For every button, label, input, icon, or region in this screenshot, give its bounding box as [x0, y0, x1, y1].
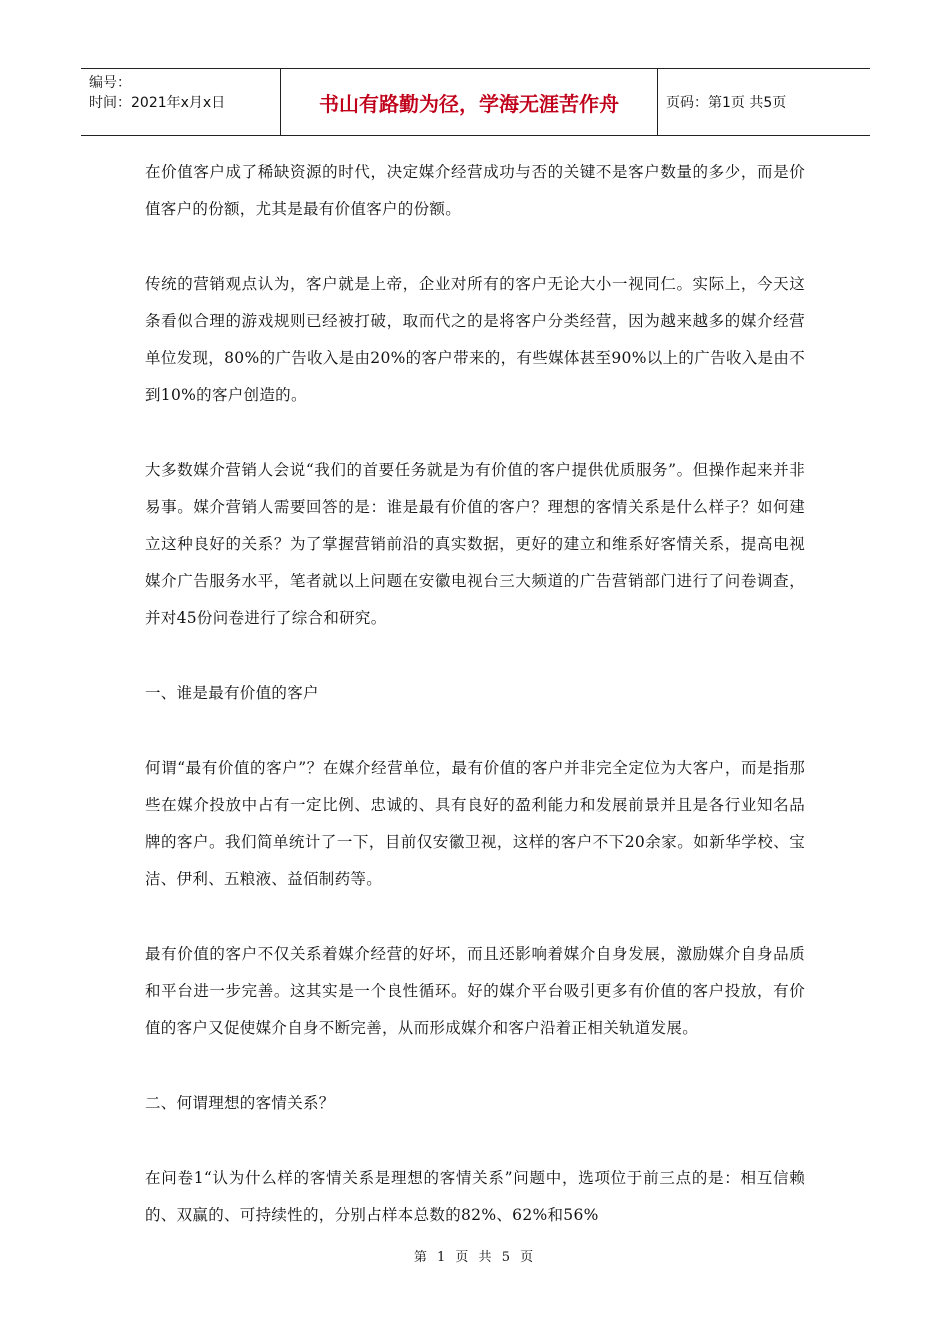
document-body: [145, 154, 805, 1272]
paragraph: 何谓“最有价值的客户”？在媒介经营单位，最有价值的客户并非完全定位为大客户，而是指那些在媒介投放中占有一定比例、忠诚的、具有良好的盈利能力和发展前景并且是各行业知名品牌的客户。我们简单统计了一下，目前仅安徽卫视，这样的客户不下20余家。如新华学校、宝洁、伊利、五粮液、益佰制药等。: [145, 759, 805, 888]
page-header: [81, 68, 870, 136]
document-number-label: 编号：: [89, 75, 131, 91]
paragraph: 在问卷1“认为什么样的客情关系是理想的客情关系”问题中，选项位于前三点的是：相互信赖的、双赢的、可持续性的，分别占样本总数的82%、62%和56%: [145, 1169, 805, 1224]
header-page-number: 页码：第1页 共5页: [666, 95, 787, 111]
header-meta: [81, 69, 281, 135]
paragraph: 最有价值的客户不仅关系着媒介经营的好坏，而且还影响着媒介自身发展，激励媒介自身品质和平台进一步完善。这其实是一个良性循环。好的媒介平台吸引更多有价值的客户投放，有价值的客户又促使媒介自身不断完善，从而形成媒介和客户沿着正相关轨道发展。: [145, 945, 805, 1037]
header-motto: 书山有路勤为径，学海无涯苦作舟: [281, 69, 658, 135]
section-heading: 一、谁是最有价值的客户: [145, 684, 319, 702]
section-heading: 二、何谓理想的客情关系？: [145, 1094, 335, 1112]
paragraph: 在价值客户成了稀缺资源的时代，决定媒介经营成功与否的关键不是客户数量的多少，而是价值客户的份额，尤其是最有价值客户的份额。: [145, 163, 805, 218]
paragraph: 大多数媒介营销人会说“我们的首要任务就是为有价值的客户提供优质服务”。但操作起来并非易事。媒介营销人需要回答的是：谁是最有价值的客户？理想的客情关系是什么样子？如何建立这种良好的关系？为了掌握营销前沿的真实数据，更好的建立和维系好客情关系，提高电视媒介广告服务水平，笔者就以上问题在安徽电视台三大频道的广告营销部门进行了问卷调查，并对45份问卷进行了综合和研究。: [145, 461, 805, 627]
page-footer: 第 1 页 共 5 页: [413, 1250, 537, 1265]
paragraph: 传统的营销观点认为，客户就是上帝，企业对所有的客户无论大小一视同仁。实际上，今天这条看似合理的游戏规则已经被打破，取而代之的是将客户分类经营，因为越来越多的媒介经营单位发现，80%的广告收入是由20%的客户带来的，有些媒体甚至90%以上的广告收入是由不到10%的客户创造的。: [145, 275, 805, 404]
document-time-label: 时间：2021年x月x日: [89, 95, 226, 111]
